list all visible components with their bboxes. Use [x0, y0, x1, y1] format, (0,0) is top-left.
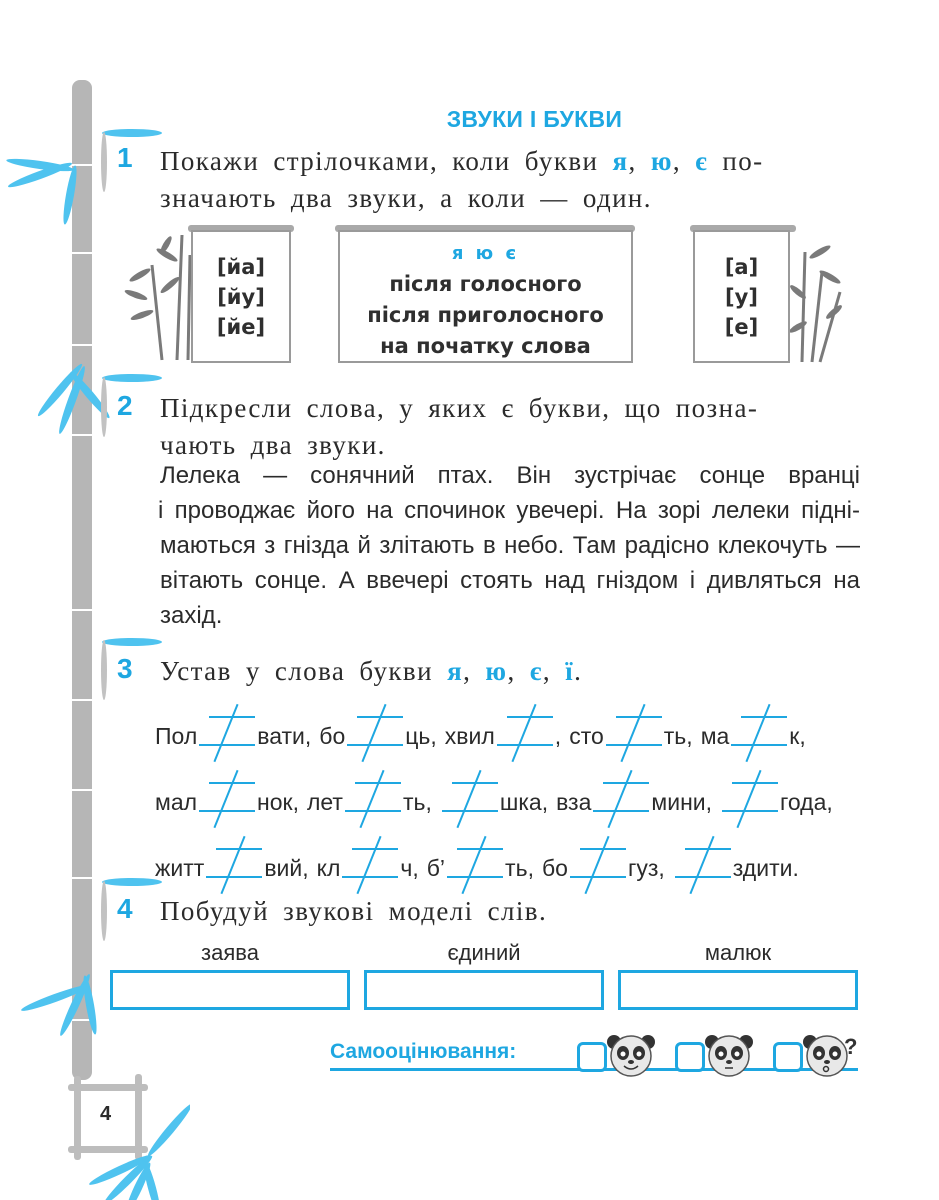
word-label-malyuk: малюк	[704, 940, 772, 965]
letter-ye: є	[695, 146, 709, 176]
word-prefix: бо	[319, 723, 346, 749]
blank-slash	[746, 704, 771, 762]
letter-blank[interactable]	[570, 852, 626, 882]
bamboo-bush-right-icon	[790, 232, 845, 364]
page-number: 4	[100, 1103, 112, 1125]
letter-blank[interactable]	[199, 720, 255, 750]
story-line[interactable]: вітають сонце. А ввечері стоять над гніздом і дивляться на	[160, 567, 860, 594]
sound-u[interactable]: [у]	[725, 285, 758, 309]
word-label-zayava: заява	[201, 940, 259, 965]
task-1-line-1-text: Покажи стрілочками, коли букви	[160, 146, 613, 176]
letter-ya: я	[447, 656, 464, 686]
self-assessment-checkbox-3[interactable]	[773, 1042, 803, 1072]
fill-word	[556, 789, 712, 815]
fill-word	[720, 789, 833, 815]
rule-after-consonant[interactable]: після приголосного	[367, 303, 604, 327]
fill-word	[440, 789, 548, 815]
task-1-line-2: значають два звуки, а коли — один.	[160, 183, 652, 213]
word-suffix: мини,	[651, 789, 713, 815]
self-assessment-checkbox-1[interactable]	[577, 1042, 607, 1072]
fill-in-words	[155, 712, 865, 910]
letter-ya: я	[612, 146, 629, 176]
fill-word	[701, 723, 806, 749]
sound-ya[interactable]: [йа]	[216, 255, 266, 279]
word-suffix: шка,	[499, 789, 549, 815]
page-title: ЗВУКИ І БУКВИ	[446, 106, 623, 132]
panda-neutral-icon	[704, 1030, 754, 1078]
svg-text:?: ?	[844, 1034, 858, 1059]
word-suffix: гуз,	[627, 855, 665, 881]
fill-word	[673, 855, 799, 881]
word-suffix: года,	[780, 789, 833, 815]
sound-ye[interactable]: [йе]	[216, 315, 266, 339]
letter-yi: ї	[565, 656, 575, 686]
blank-slash	[213, 770, 238, 828]
blank-line-bottom	[497, 744, 553, 746]
task-1-line-1: Покажи стрілочками, коли букви я, ю, є по-	[160, 146, 764, 176]
blank-slash	[584, 836, 609, 894]
letter-blank[interactable]	[199, 786, 255, 816]
blank-line-bottom	[342, 876, 398, 878]
fill-word	[155, 723, 311, 749]
blank-line-bottom	[199, 744, 255, 746]
letter-blank[interactable]	[347, 720, 403, 750]
blank-line-bottom	[347, 744, 403, 746]
blank-slash	[359, 770, 384, 828]
task-3-number: 3	[117, 653, 133, 684]
word-suffix: ть,	[402, 789, 432, 815]
sound-model-box-malyuk[interactable]	[618, 970, 858, 1010]
task-1-line-1-end: по-	[708, 146, 764, 176]
rule-word-start[interactable]: на початку слова	[380, 334, 591, 358]
word-suffix: ть,	[663, 723, 693, 749]
panda-happy-icon	[606, 1030, 656, 1078]
task-4-number: 4	[117, 893, 133, 924]
self-assessment-label: Самооцінювання:	[330, 1040, 517, 1063]
word-prefix: сто	[569, 723, 604, 749]
letter-blank[interactable]	[675, 852, 731, 882]
fill-word	[319, 723, 437, 749]
sounds-two-card	[191, 230, 291, 363]
letter-blank[interactable]	[447, 852, 503, 882]
word-prefix: б’	[426, 855, 446, 881]
fill-word	[155, 789, 299, 815]
word-suffix: ць,	[405, 723, 437, 749]
blank-line-bottom	[731, 744, 787, 746]
letter-blank[interactable]	[722, 786, 778, 816]
task-2-line-2: чають два звуки.	[160, 430, 386, 460]
word-prefix: мал	[155, 789, 198, 815]
word-suffix: ,	[554, 723, 562, 749]
fill-row	[155, 778, 865, 844]
word-prefix: Пол	[155, 723, 198, 749]
task-2-number: 2	[117, 390, 133, 421]
letter-blank[interactable]	[606, 720, 662, 750]
letter-blank[interactable]	[442, 786, 498, 816]
word-prefix: кл	[316, 855, 341, 881]
word-suffix: вати,	[257, 723, 312, 749]
word-suffix: здити.	[732, 855, 799, 881]
page-number-frame	[60, 1070, 190, 1200]
blank-slash	[736, 770, 761, 828]
letter-blank[interactable]	[497, 720, 553, 750]
word-prefix: житт	[155, 855, 205, 881]
word-label-yedynyi: єдиний	[447, 940, 521, 965]
story-line[interactable]: захід.	[160, 602, 223, 629]
rules-card	[338, 230, 633, 363]
blank-slash	[462, 836, 487, 894]
task-3-instruction: Устав у слова букви я, ю, є, ї.	[160, 656, 583, 686]
word-prefix: вза	[556, 789, 592, 815]
letter-yu: ю	[485, 656, 508, 686]
blank-slash	[456, 770, 481, 828]
self-assessment-checkbox-2[interactable]	[675, 1042, 705, 1072]
sound-e[interactable]: [е]	[724, 315, 759, 339]
blank-line-bottom	[345, 810, 401, 812]
word-suffix: ть,	[505, 855, 534, 881]
letter-ye: є	[529, 656, 543, 686]
sound-yu[interactable]: [йу]	[217, 285, 265, 309]
fill-word	[427, 855, 534, 881]
story-paragraph[interactable]	[160, 458, 860, 633]
blank-line-bottom	[206, 876, 262, 878]
fill-word	[307, 789, 432, 815]
word-suffix: ч,	[400, 855, 419, 881]
blank-slash	[362, 704, 387, 762]
sound-model-box-zayava[interactable]	[110, 970, 350, 1010]
letter-blank[interactable]	[593, 786, 649, 816]
blank-line-bottom	[675, 876, 731, 878]
blank-slash	[357, 836, 382, 894]
word-prefix: бо	[541, 855, 568, 881]
word-suffix: вий,	[264, 855, 309, 881]
story-line[interactable]: Лелека — сонячний птах. Він зустрічає сонце вранці	[160, 462, 860, 489]
letter-blank[interactable]	[206, 852, 262, 882]
panda-confused-icon	[802, 1030, 858, 1078]
bamboo-bush-left-icon	[122, 225, 197, 363]
word-prefix: ма	[700, 723, 730, 749]
word-suffix: к,	[789, 723, 806, 749]
blank-slash	[511, 704, 536, 762]
blank-slash	[221, 836, 246, 894]
blank-slash	[689, 836, 714, 894]
fill-word	[542, 855, 665, 881]
blank-line-bottom	[593, 810, 649, 812]
word-prefix: хвил	[444, 723, 495, 749]
letter-blank[interactable]	[345, 786, 401, 816]
blank-line-bottom	[447, 876, 503, 878]
story-line[interactable]: маються з гнізда й злітають в небо. Там радісно клекочуть —	[160, 532, 860, 559]
task-2-line-1: Підкресли слова, у яких є букви, що позна-	[160, 393, 759, 423]
blank-slash	[620, 704, 645, 762]
blank-line-bottom	[199, 810, 255, 812]
task-4-instruction: Побудуй звукові моделі слів.	[160, 896, 548, 926]
word-prefix: лет	[306, 789, 343, 815]
letter-blank[interactable]	[342, 852, 398, 882]
sound-a[interactable]: [а]	[724, 255, 759, 279]
task-2-instruction	[160, 390, 860, 464]
fill-word	[445, 723, 561, 749]
blank-line-bottom	[570, 876, 626, 878]
letter-blank[interactable]	[731, 720, 787, 750]
blank-slash	[214, 704, 239, 762]
fill-word	[155, 855, 309, 881]
sounds-one-card	[693, 230, 790, 363]
story-line[interactable]: і проводжає його на спочинок увечері. На зорі лелеки підні-	[158, 497, 860, 524]
word-suffix: нок,	[257, 789, 299, 815]
fill-word	[569, 723, 693, 749]
letter-yu: ю	[650, 146, 673, 176]
rules-card-letters: я ю є	[451, 243, 520, 264]
blank-slash	[608, 770, 633, 828]
task-1-instruction	[160, 143, 860, 217]
fill-row	[155, 712, 865, 778]
sound-model-box-yedynyi[interactable]	[364, 970, 604, 1010]
blank-line-bottom	[606, 744, 662, 746]
task-3-instruction-text: Устав у слова букви	[160, 656, 448, 686]
blank-line-bottom	[442, 810, 498, 812]
blank-line-bottom	[722, 810, 778, 812]
task-1-number: 1	[117, 142, 133, 173]
rule-after-vowel[interactable]: після голосного	[389, 272, 582, 296]
fill-word	[317, 855, 419, 881]
